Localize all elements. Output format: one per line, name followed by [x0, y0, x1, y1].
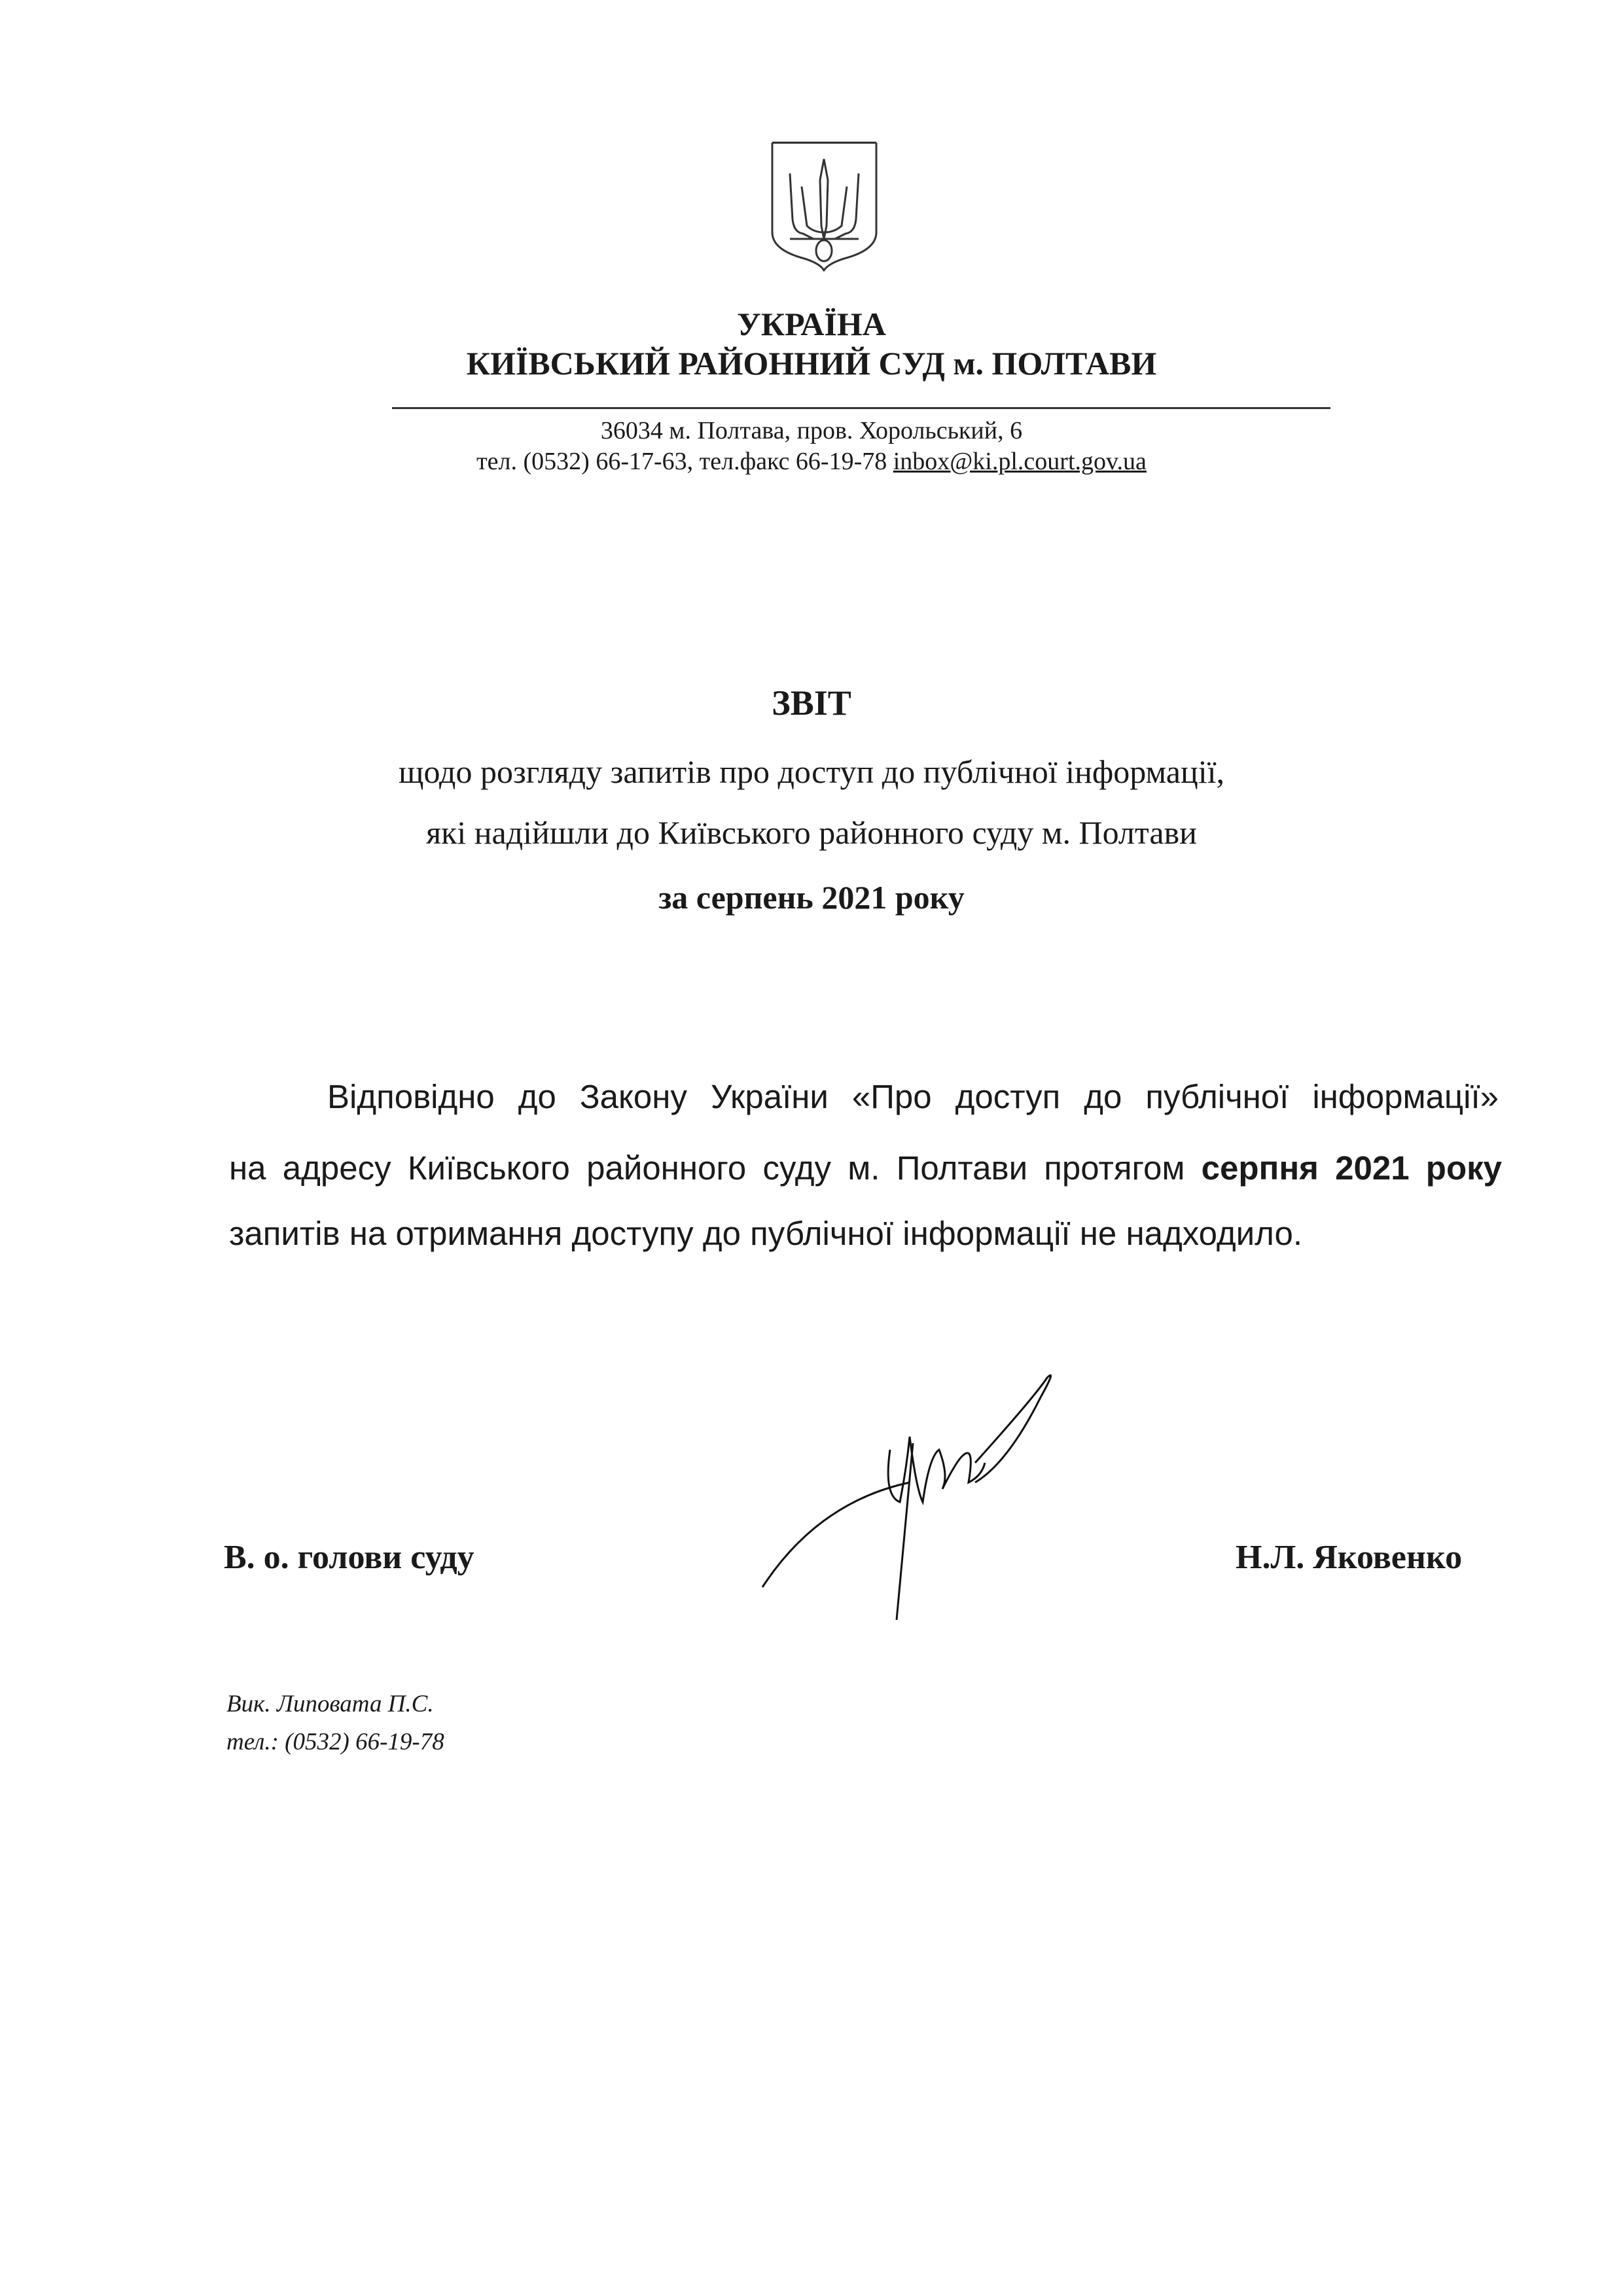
executor-phone: тел.: (0532) 66-19-78	[226, 1729, 444, 1755]
executor-name: Вик. Липовата П.С.	[226, 1691, 434, 1717]
body-line2	[229, 1135, 1502, 1202]
report-heading: ЗВІТ	[772, 683, 851, 723]
coat-of-arms-emblem	[770, 141, 878, 272]
body-line2-bold: серпня 2021 року	[1201, 1149, 1503, 1187]
handwritten-signature	[759, 1371, 1060, 1640]
header-divider	[392, 407, 1330, 409]
court-contacts	[0, 447, 1623, 476]
court-phones: тел. (0532) 66-17-63, тел.факс 66-19-78	[476, 448, 887, 475]
body-line1: Відповідно до Закону України «Про доступ до публічної інформації»	[327, 1078, 1499, 1115]
body-line2-text: на адресу Київського районного суду м. Полтави протягом	[229, 1149, 1185, 1187]
country-heading: УКРАЇНА	[737, 306, 886, 342]
body-line3: запитів на отримання доступу до публічної інформації не надходило.	[229, 1215, 1303, 1252]
court-address: 36034 м. Полтава, пров. Хорольський, 6	[600, 417, 1023, 444]
report-subtitle-line2: які надійшли до Київського районного суду м. Полтави	[426, 814, 1197, 851]
signatory-position: В. о. голови суду	[224, 1539, 474, 1576]
court-email-link[interactable]: inbox@ki.pl.court.gov.ua	[893, 448, 1147, 475]
court-name-heading: КИЇВСЬКИЙ РАЙОННИЙ СУД м. ПОЛТАВИ	[466, 345, 1157, 382]
report-period: за серпень 2021 року	[658, 879, 965, 916]
signatory-name: Н.Л. Яковенко	[1236, 1539, 1463, 1576]
report-subtitle-line1: щодо розгляду запитів про доступ до публічної інформації,	[398, 753, 1225, 790]
